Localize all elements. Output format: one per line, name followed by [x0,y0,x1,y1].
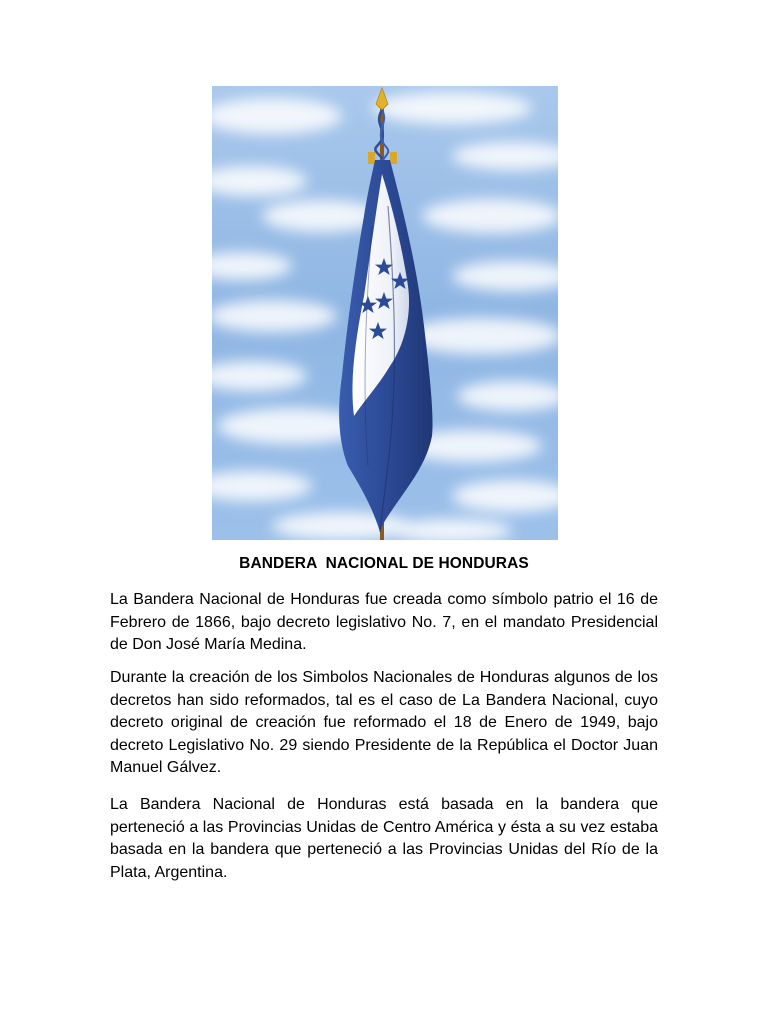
flag-illustration [212,86,558,540]
paragraph-origin: La Bandera Nacional de Honduras está basada en la bandera que perteneció a las Provincias Unidas de Centro América y ésta a su vez estaba basada en la bandera que perteneció a las Provincias Unidas del Río de la Plata, Argentina. [110,796,658,881]
tassel-right [390,152,397,164]
paragraph-reform: Durante la creación de los Simbolos Nacionales de Honduras algunos de los decretos han sido reformados, tal es el caso de La Bandera Nacional, cuyo decreto original de creación fue reformado el 18 de Enero de 1949, bajo decreto Legislativo No. 29 siendo Presidente de la República el Doctor Juan Manuel Gálvez. [110,669,658,777]
tassel-left [368,152,375,164]
paragraph-creation: La Bandera Nacional de Honduras fue creada como símbolo patrio el 16 de Febrero de 1866, bajo decreto legislativo No. 7, en el mandato Presidencial de Don José María Medina. [110,591,658,654]
document-title: BANDERA NACIONAL DE HONDURAS [239,555,529,572]
